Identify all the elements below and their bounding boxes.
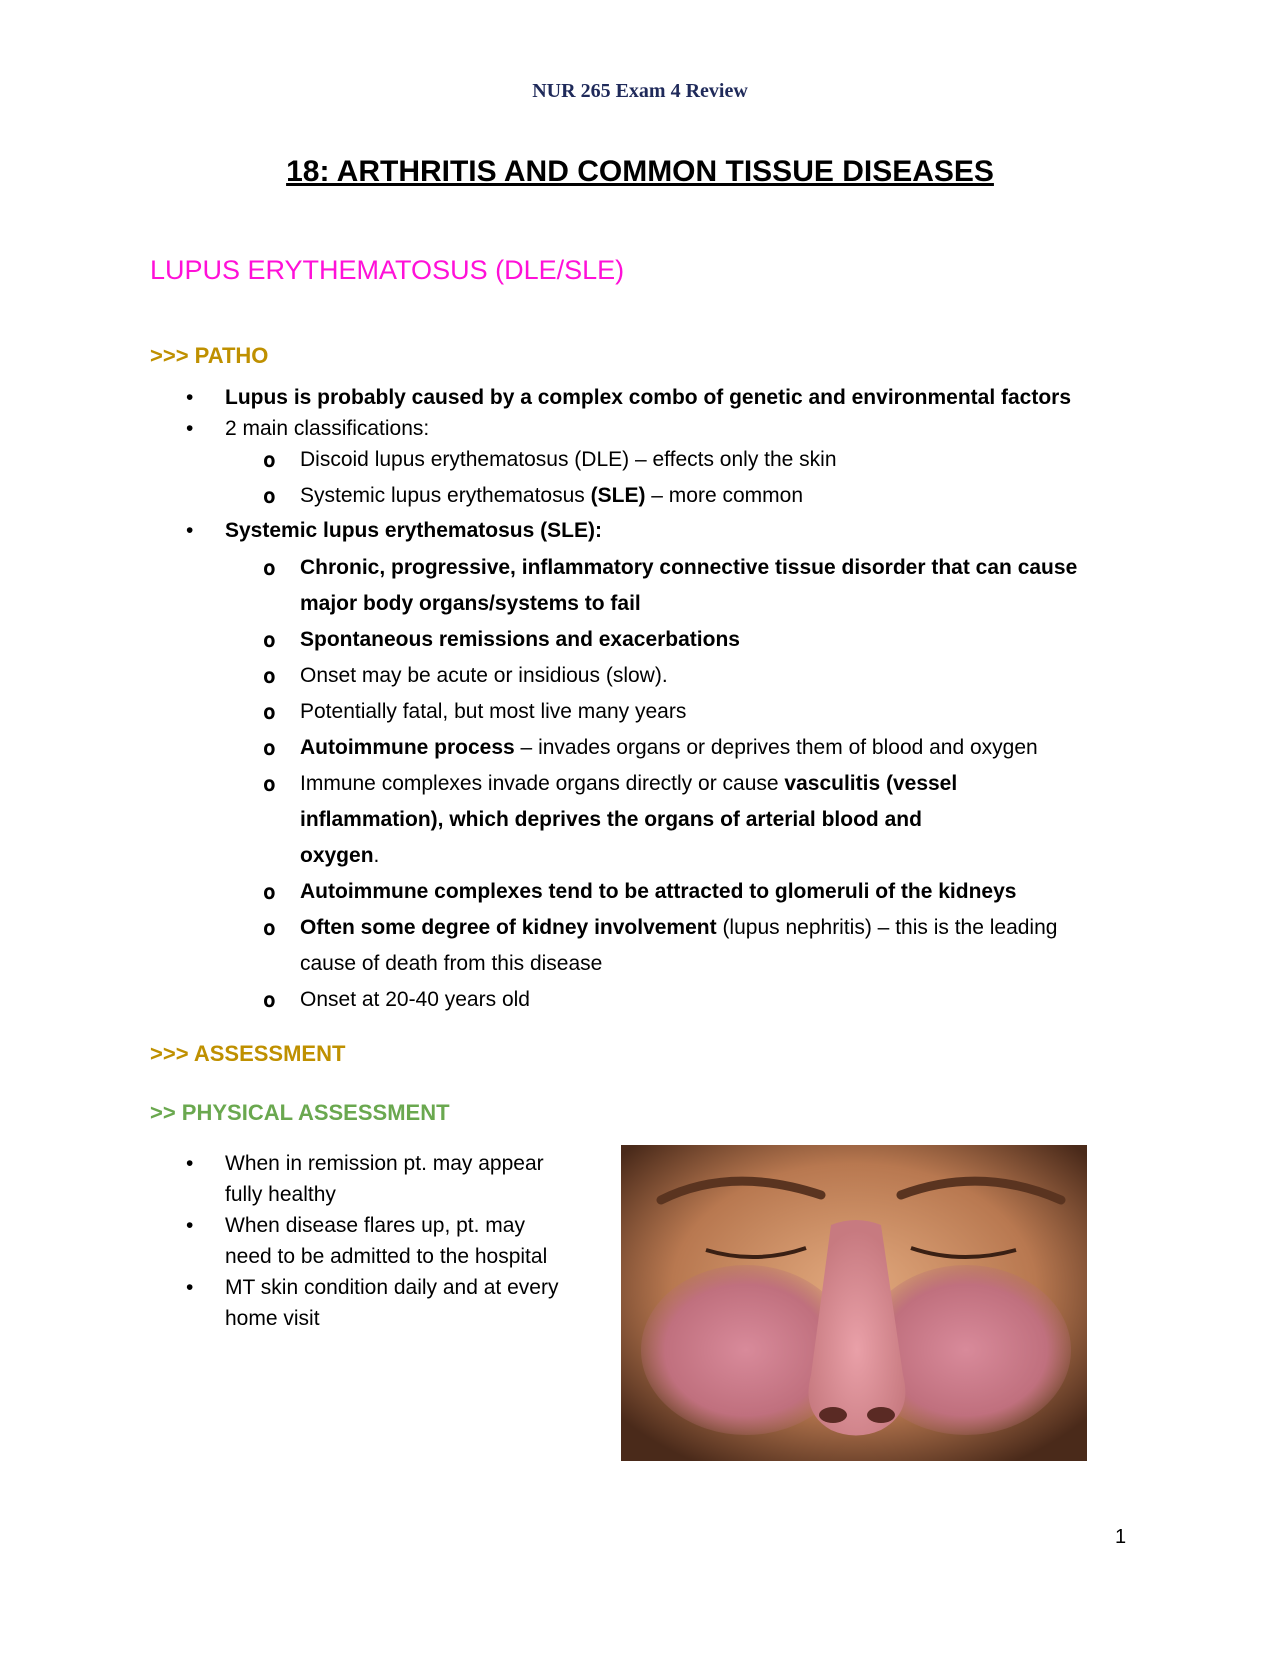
page-header: NUR 265 Exam 4 Review: [532, 80, 748, 102]
bullet: •: [186, 1276, 194, 1299]
sub-bullet: o: [263, 664, 276, 688]
assessment-heading: >>> ASSESSMENT: [150, 1041, 346, 1066]
sub-bullet: o: [263, 880, 276, 904]
sub-bullet: o: [263, 484, 276, 508]
list-item: • When in remission pt. may appear fully healthy: [150, 1148, 570, 1210]
patho-heading: >>> PATHO: [150, 343, 269, 368]
bullet: •: [186, 1214, 194, 1237]
sub-bullet: o: [263, 628, 276, 652]
physical-assessment-heading: >> PHYSICAL ASSESSMENT: [150, 1100, 450, 1125]
bullet: •: [186, 417, 194, 440]
lupus-rash-photo: [621, 1145, 1087, 1461]
page-number: 1: [1115, 1526, 1127, 1548]
bullet: •: [186, 386, 194, 409]
assessment-list: [150, 1148, 570, 1334]
bullet: •: [186, 1152, 194, 1175]
list-item: • When disease flares up, pt. may need to be admitted to the hospital: [150, 1210, 570, 1272]
section-title: LUPUS ERYTHEMATOSUS (DLE/SLE): [150, 255, 625, 285]
sub-bullet: o: [263, 448, 276, 472]
sub-bullet: o: [263, 988, 276, 1012]
face-illustration: [621, 1145, 1087, 1461]
sub-bullet: o: [263, 772, 276, 796]
sub-bullet: o: [263, 916, 276, 940]
list-item: • MT skin condition daily and at every home visit: [150, 1272, 570, 1334]
sub-bullet: o: [263, 556, 276, 580]
sub-bullet: o: [263, 736, 276, 760]
sub-bullet: o: [263, 700, 276, 724]
document-title: 18: ARTHRITIS AND COMMON TISSUE DISEASES: [286, 155, 994, 188]
bullet: •: [186, 519, 194, 542]
